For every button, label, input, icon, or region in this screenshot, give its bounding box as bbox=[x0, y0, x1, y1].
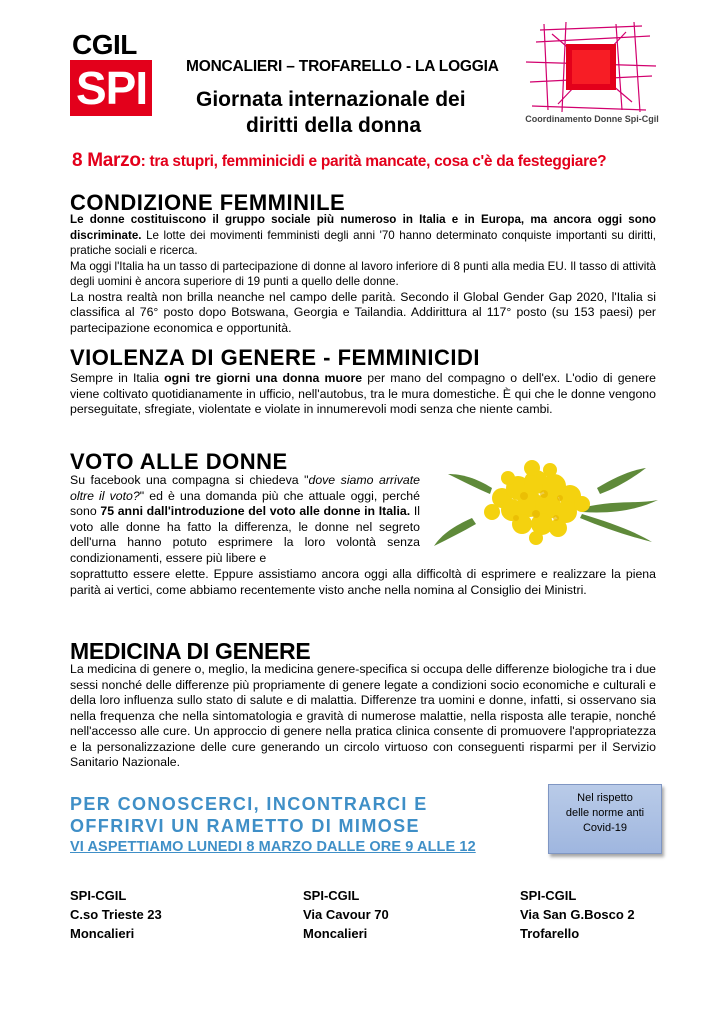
heading-violenza-di-genere: VIOLENZA DI GENERE - FEMMINICIDI bbox=[70, 345, 480, 370]
heading-medicina-di-genere: MEDICINA DI GENERE bbox=[70, 638, 311, 664]
voto-t3: Il voto alle donne ha fatto la differenza, le donne nel segreto dell'urna hanno potuto esprimere la loro volontà senza condizionamenti, essere più libere e bbox=[70, 504, 420, 565]
covid-notice-box bbox=[548, 784, 662, 854]
voto-bold: 75 anni dall'introduzione del voto alle donne in Italia. bbox=[100, 504, 411, 518]
covid-line1: Nel rispetto bbox=[577, 792, 633, 804]
header-title-line2: diritti della donna bbox=[246, 114, 422, 137]
violenza-post: per mano del compagno o dell'ex. L'odio di genere viene coltivato quotidianamente in ufficio, nell'autobus, tra le mura domestiche. È qui che le donne vengono perseguitate, sfregiate, violentate e violate in innumerevoli modi senza che niente cambi. bbox=[70, 371, 656, 416]
address-street: Via San G.Bosco 2 bbox=[520, 907, 635, 922]
paragraph-medicina bbox=[70, 662, 656, 771]
coordinamento-caption: Coordinamento Donne Spi-Cgil bbox=[525, 114, 659, 124]
condizione-p1-bold: Le donne costituiscono il gruppo sociale più numeroso in Italia e in Europa, ma ancora oggi sono discriminate. bbox=[70, 213, 656, 242]
voto-bottom: soprattutto essere elette. Eppure assistiamo ancora oggi alla difficoltà di esprimere e realizzare la piena parità ai vertici, come abbiamo recentemente visto anche nella nomina al Consiglio dei Ministri. bbox=[70, 567, 656, 597]
coordinamento-logo-icon bbox=[522, 22, 660, 112]
paragraph-condizione bbox=[70, 212, 656, 336]
address-city: Moncalieri bbox=[303, 926, 368, 941]
header-city: MONCALIERI – TROFARELLO - LA LOGGIA bbox=[186, 58, 499, 75]
paragraph-voto-top bbox=[70, 473, 420, 566]
condizione-p3: La nostra realtà non brilla neanche nel campo delle parità. Secondo il Global Gender Gap 2020, l'Italia si classifica al 76° posto dopo Botswana, Georgia e Tailandia. Addirittura al 117° posto (su 153 paesi) per partecipazione economica e opportunità. bbox=[70, 289, 656, 335]
invitation-line3: VI ASPETTIAMO LUNEDI 8 MARZO DALLE ORE 9 ALLE 12 bbox=[70, 839, 476, 855]
paragraph-voto-bottom bbox=[70, 567, 656, 598]
address-block bbox=[70, 886, 162, 943]
covid-line3: Covid-19 bbox=[582, 822, 628, 834]
subtitle-date: 8 Marzo bbox=[72, 150, 141, 171]
covid-line2: delle norme anti bbox=[565, 807, 645, 819]
address-block bbox=[303, 886, 389, 943]
subtitle-text: : tra stupri, femminicidi e parità mancate, cosa c'è da festeggiare? bbox=[140, 153, 607, 170]
address-street: C.so Trieste 23 bbox=[70, 907, 162, 922]
violenza-pre: Sempre in Italia bbox=[70, 371, 165, 385]
address-city: Moncalieri bbox=[70, 926, 135, 941]
address-city: Trofarello bbox=[520, 926, 580, 941]
address-block bbox=[520, 886, 635, 943]
condizione-p2: Ma oggi l'Italia ha un tasso di partecipazione di donne al lavoro inferiore di 8 punti alla media EU. Il tasso di attività degli uomini è ancora superiore di 19 punti a quello delle donne. bbox=[70, 259, 656, 288]
condizione-p1-rest: Le lotte dei movimenti femministi degli anni '70 hanno determinato conquiste importanti su diritti, pratiche sociali e ricerca. bbox=[70, 228, 656, 257]
voto-italic: dove siamo arrivate oltre il voto? bbox=[70, 473, 420, 503]
violenza-bold: ogni tre giorni una donna muore bbox=[164, 371, 363, 385]
header-title-line1: Giornata internazionale dei bbox=[196, 88, 466, 111]
address-street: Via Cavour 70 bbox=[303, 907, 389, 922]
mimosa-branch-icon bbox=[432, 448, 662, 560]
paragraph-violenza bbox=[70, 371, 656, 418]
address-org: SPI-CGIL bbox=[520, 888, 577, 903]
heading-voto-alle-donne: VOTO ALLE DONNE bbox=[70, 449, 288, 474]
spi-logo-text: SPI bbox=[76, 62, 148, 114]
spi-logo bbox=[70, 60, 152, 116]
medicina-text: La medicina di genere o, meglio, la medicina genere-specifica si occupa delle differenze biologiche tra i due sessi nonché delle differenze più propriamente di genere legate a condizioni socio economiche e culturali e della loro influenza sullo stato di salute e di malattia. Differenze tra uomini e donne, infatti, si osservano sia nella frequenza che nella sintomatologia e gravità di numerose malattie, nella risposta alle terapie, nonché nell'accesso alle cure. Un approccio di genere nella pratica clinica consente di promuovere l'appropriatezza e la personalizzazione delle cure generando un circolo virtuoso con conseguenti risparmi per il Servizio Sanitario Nazionale. bbox=[70, 662, 656, 769]
voto-t1: Su facebook una compagna si chiedeva " bbox=[70, 473, 309, 487]
address-org: SPI-CGIL bbox=[303, 888, 360, 903]
heading-condizione-femminile: CONDIZIONE FEMMINILE bbox=[70, 190, 346, 215]
cgil-logo-text: CGIL bbox=[72, 29, 137, 60]
subtitle bbox=[72, 150, 712, 172]
invitation-line2: OFFRIRVI UN RAMETTO DI MIMOSE bbox=[70, 816, 420, 836]
invitation-line1: PER CONOSCERCI, INCONTRARCI E bbox=[70, 794, 428, 814]
address-org: SPI-CGIL bbox=[70, 888, 127, 903]
voto-t2: " ed è una domanda più che attuale oggi, perché sono bbox=[70, 488, 420, 518]
